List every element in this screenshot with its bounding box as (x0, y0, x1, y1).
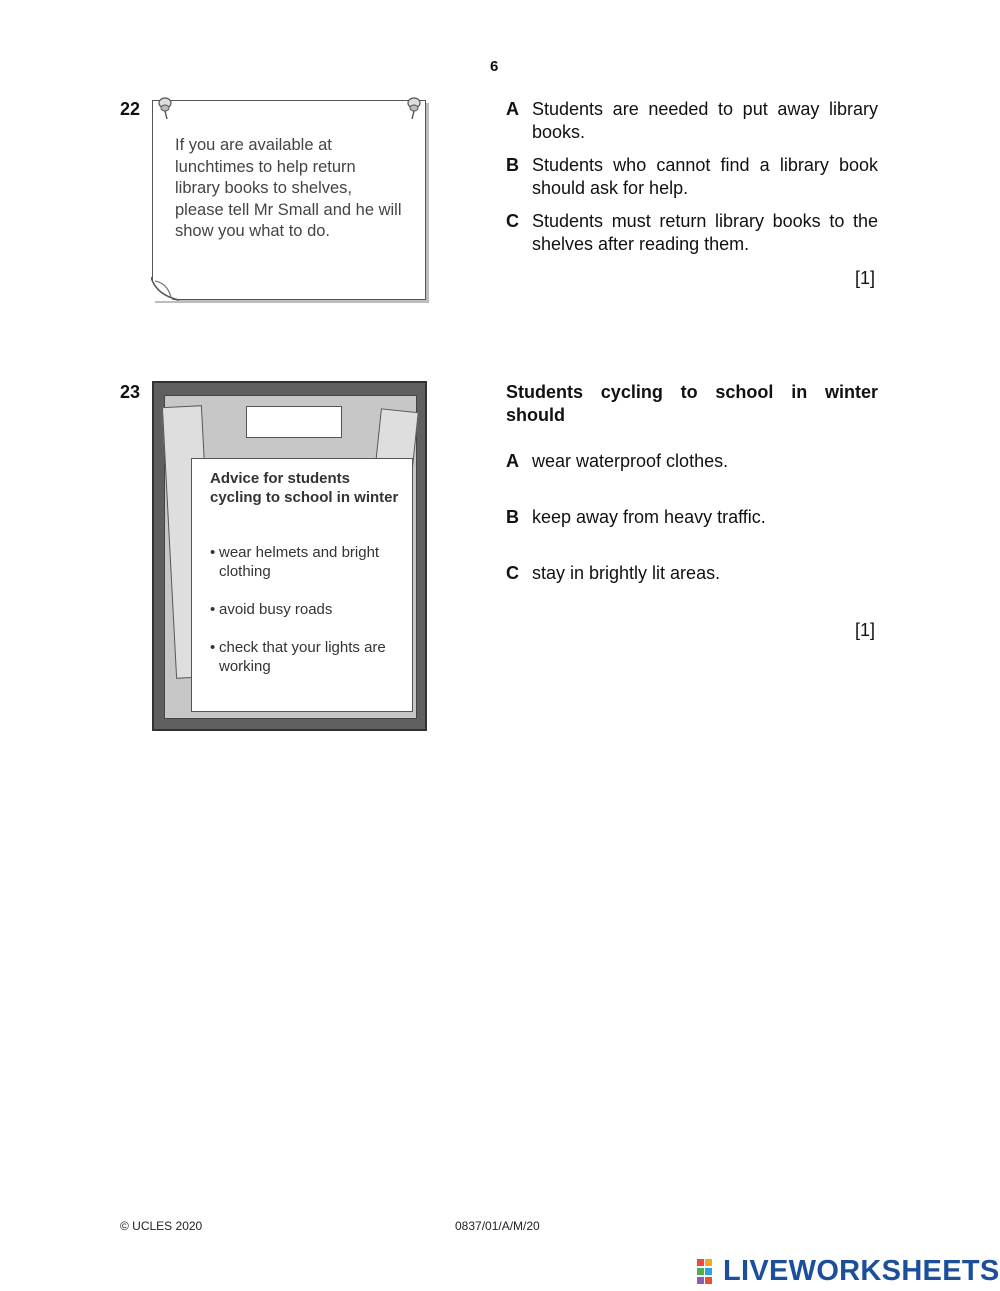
q22-option-b[interactable] (506, 154, 878, 200)
option-text: stay in brightly lit areas. (532, 563, 721, 583)
option-text: Students who cannot find a library book should ask for help. (532, 155, 878, 198)
bullet-text: avoid busy roads (219, 601, 333, 618)
poster-bullet (210, 638, 406, 676)
option-text: Students must return library books to the shelves after reading them. (532, 211, 878, 254)
q23-option-c[interactable] (506, 562, 878, 586)
bullet-text: wear helmets and bright clothing (219, 544, 380, 580)
bullet-dot: • (210, 639, 216, 656)
pushpin-icon (405, 96, 423, 120)
poster-bullet (210, 600, 406, 619)
q22-option-c[interactable] (506, 210, 878, 256)
question-22-number: 22 (120, 99, 141, 119)
page-number: 6 (490, 58, 499, 75)
q22-option-a[interactable] (506, 98, 878, 144)
option-text: keep away from heavy traffic. (532, 507, 766, 527)
option-letter: C (506, 211, 519, 231)
q22-marks: [1] (855, 268, 876, 288)
board-surface (164, 395, 417, 719)
bullet-dot: • (210, 544, 216, 561)
bullet-text: check that your lights are working (219, 639, 386, 675)
notice-text: If you are available at lunchtimes to help return library books to shelves, please tell Mr Small and he will show you what to do. (175, 136, 402, 240)
option-letter: A (506, 99, 519, 119)
logo-grid-icon (697, 1259, 721, 1285)
question-23-number: 23 (120, 382, 141, 402)
bullet-dot: • (210, 601, 216, 618)
cycling-advice-poster (191, 458, 413, 712)
option-text: Students are needed to put away library books. (532, 99, 878, 142)
q23-stem: Students cycling to school in winter should (506, 382, 878, 425)
option-letter: B (506, 155, 519, 175)
pushpin-icon (156, 96, 174, 120)
q23-marks: [1] (855, 620, 876, 640)
library-notice (152, 100, 426, 300)
option-letter: B (506, 507, 519, 527)
copyright: © UCLES 2020 (120, 1219, 203, 1233)
paper-code: 0837/01/A/M/20 (455, 1219, 540, 1233)
page-curl-icon (151, 275, 181, 301)
option-text: wear waterproof clothes. (532, 451, 729, 471)
poster-bullet (210, 543, 406, 581)
option-letter: A (506, 451, 519, 471)
q23-option-b[interactable] (506, 506, 878, 530)
blank-sign (246, 406, 342, 438)
q23-option-a[interactable] (506, 450, 878, 474)
logo-wordmark: LIVEWORKSHEETS (723, 1255, 1000, 1287)
poster-title: Advice for students cycling to school in winter (210, 470, 399, 506)
notice-board (152, 381, 427, 731)
option-letter: C (506, 563, 519, 583)
